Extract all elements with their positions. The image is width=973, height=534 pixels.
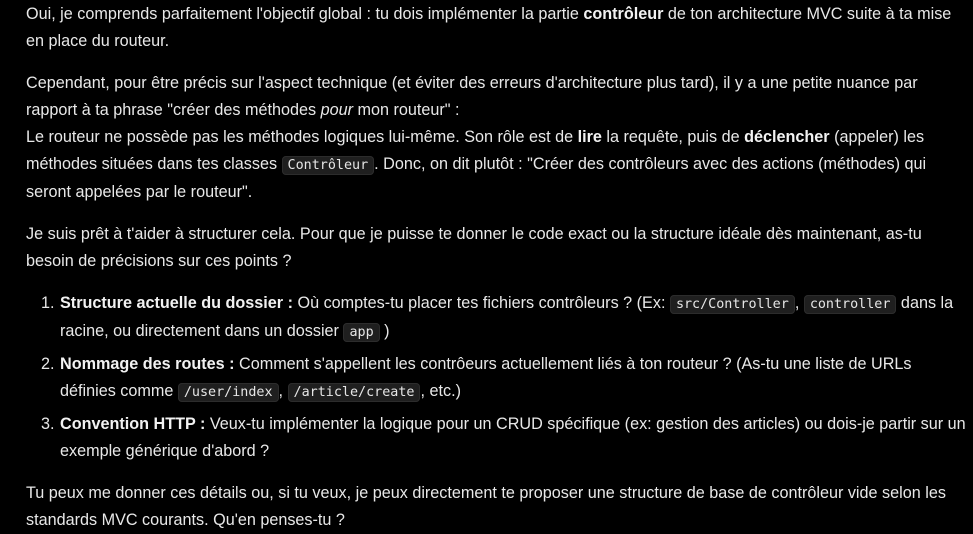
list-item-2-text-2: , bbox=[278, 382, 288, 400]
list-item-2-text-1: Comment s'appellent les contrôeurs actuellement liés à ton routeur ? (As-tu une liste de URLs définies comme bbox=[60, 355, 912, 400]
list-item-http bbox=[59, 411, 966, 465]
nuance-text-4: la requête, puis de bbox=[601, 128, 745, 146]
nuance-italic-pour: pour bbox=[320, 101, 353, 119]
question-text: Je suis prêt à t'aider à structurer cela. Pour que je puisse te donner le code exact ou la structure idéale dès maintenant, as-tu besoin de précisions sur ces points ? bbox=[26, 225, 922, 270]
list-item-3-title: Convention HTTP : bbox=[60, 415, 206, 433]
list-item-routes bbox=[59, 351, 966, 406]
list-item-1-text-1: Où comptes-tu placer tes fichiers contrôleurs ? (Ex: bbox=[292, 294, 670, 312]
list-item-3-text-1: Veux-tu implémenter la logique pour un CRUD spécifique (ex: gestion des articles) ou dois-je partir sur un exemple générique d'abord ? bbox=[60, 415, 966, 460]
nuance-text-6: . Donc, on dit plutôt : "Créer des contrôleurs avec des actions (méthodes) qui seront appelées par le routeur". bbox=[26, 155, 927, 201]
nuance-text-5: (appeler) les méthodes situées dans tes classes bbox=[26, 128, 925, 173]
inline-code-article-create: /article/create bbox=[288, 383, 421, 402]
closing-text: Tu peux me donner ces détails ou, si tu veux, je peux directement te proposer une structure de base de contrôleur vide selon les standards MVC courants. Qu'en penses-tu ? bbox=[26, 484, 946, 529]
list-item-2-title: Nommage des routes : bbox=[60, 355, 235, 373]
intro-text-2: de ton architecture MVC suite à ta mise en place du routeur. bbox=[26, 5, 952, 50]
intro-paragraph bbox=[26, 1, 966, 55]
inline-code-controller: controller bbox=[804, 295, 897, 314]
nuance-text-1: Cependant, pour être précis sur l'aspect technique (et éviter des erreurs d'architecture plus tard), il y a une petite nuance par rapport à ta phrase "créer des méthodes bbox=[26, 74, 918, 119]
inline-code-src-controller: src/Controller bbox=[670, 295, 795, 314]
list-item-1-title: Structure actuelle du dossier : bbox=[60, 294, 293, 312]
nuance-bold-declencher: déclencher bbox=[744, 128, 830, 146]
list-item-2-text-3: , etc.) bbox=[420, 382, 461, 400]
list-item-1-text-4: ) bbox=[379, 322, 390, 340]
list-item-structure bbox=[59, 290, 966, 346]
inline-code-controleur: Contrôleur bbox=[282, 156, 375, 175]
questions-list bbox=[26, 290, 966, 465]
inline-code-app: app bbox=[343, 323, 379, 342]
nuance-paragraph bbox=[26, 70, 966, 206]
nuance-bold-lire: lire bbox=[577, 128, 602, 146]
question-paragraph bbox=[26, 221, 966, 275]
inline-code-user-index: /user/index bbox=[178, 383, 279, 402]
intro-text-1: Oui, je comprends parfaitement l'objectif global : tu dois implémenter la partie bbox=[26, 5, 584, 23]
intro-bold-controleur: contrôleur bbox=[583, 5, 664, 23]
list-item-1-text-2: , bbox=[794, 294, 804, 312]
list-item-1-text-3: dans la racine, ou directement dans un dossier bbox=[60, 294, 954, 340]
nuance-text-3: Le routeur ne possède pas les méthodes logiques lui-même. Son rôle est de bbox=[26, 128, 578, 146]
assistant-message bbox=[26, 1, 966, 534]
nuance-text-2: mon routeur" : bbox=[353, 101, 460, 119]
closing-paragraph bbox=[26, 480, 966, 534]
